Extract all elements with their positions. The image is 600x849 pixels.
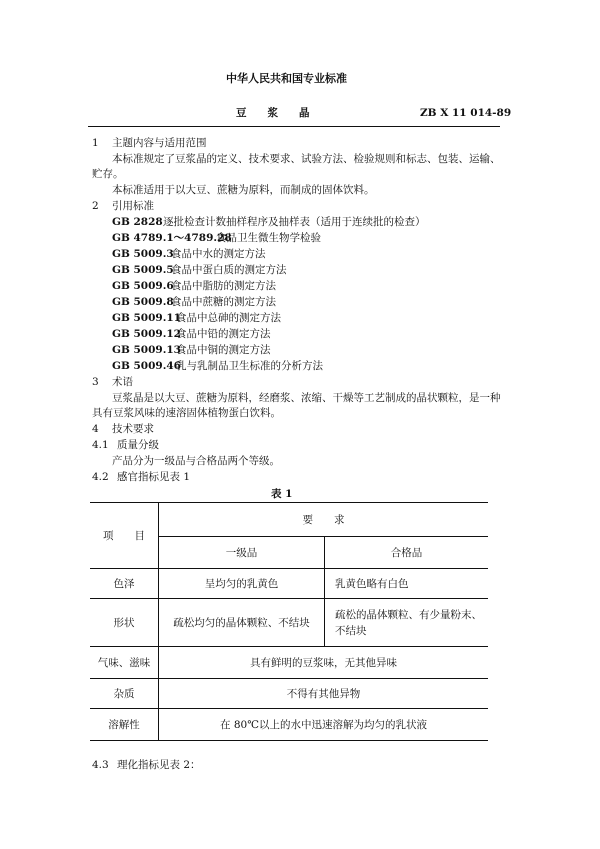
section-4-number: 4 xyxy=(92,423,99,435)
table-caption: 表 1 xyxy=(271,488,293,500)
table-row xyxy=(90,709,488,741)
row-item: 杂质 xyxy=(90,679,159,709)
row-grade-2: 乳黄色略有白色 xyxy=(325,569,489,599)
section-1-title: 主题内容与适用范围 xyxy=(112,137,207,149)
ref-code: GB 5009.13 xyxy=(112,344,181,356)
section-4-1-title: 质量分级 xyxy=(117,439,159,451)
section-4-3-number: 4.3 xyxy=(92,759,109,771)
ref-name: 食品中脂肪的测定方法 xyxy=(171,280,276,292)
requirement-header: 要 求 xyxy=(159,503,489,537)
section-4-1-number: 4.1 xyxy=(92,439,109,451)
section-4-2-number: 4.2 xyxy=(92,471,109,483)
table-row xyxy=(90,569,488,599)
ref-name: 食品中总砷的测定方法 xyxy=(176,312,281,324)
row-item: 气味、滋味 xyxy=(90,647,159,679)
table-row xyxy=(90,599,488,647)
ref-code: GB 5009.6 xyxy=(112,280,174,292)
section-4-title: 技术要求 xyxy=(112,423,154,435)
ref-name: 食品中铅的测定方法 xyxy=(176,328,271,340)
ref-name: 食品中蔗糖的测定方法 xyxy=(171,296,276,308)
section-4-3-title: 理化指标见表 2： xyxy=(117,759,201,771)
ref-name: 食品中水的测定方法 xyxy=(171,248,266,260)
ref-code: GB 2828 xyxy=(112,216,163,228)
standard-code: ZB X 11 014-89 xyxy=(420,107,512,119)
ref-code: GB 5009.12 xyxy=(112,328,181,340)
ref-code: GB 5009.8 xyxy=(112,296,174,308)
row-item: 色泽 xyxy=(90,569,159,599)
section-3-title: 术语 xyxy=(112,376,133,388)
ref-code: GB 4789.1～4789.28 xyxy=(112,232,232,244)
table-row xyxy=(90,647,488,679)
row-item: 溶解性 xyxy=(90,709,159,741)
section-3-para1a: 豆浆晶是以大豆、蔗糖为原料，经磨浆、浓缩、干燥等工艺制成的晶状颗粒，是一种 xyxy=(112,392,501,404)
ref-code: GB 5009.5 xyxy=(112,264,174,276)
item-header: 项 目 xyxy=(90,503,159,569)
header-rule xyxy=(88,126,500,127)
section-4-2-title: 感官指标见表 1 xyxy=(117,471,191,483)
ref-name: 乳与乳制品卫生标准的分析方法 xyxy=(176,360,323,372)
section-1-para2: 本标准适用于以大豆、蔗糖为原料，而制成的固体饮料。 xyxy=(112,184,375,196)
ref-code: GB 5009.46 xyxy=(112,360,181,372)
table-row xyxy=(90,679,488,709)
document-title: 豆 浆 晶 xyxy=(236,107,310,119)
section-1-number: 1 xyxy=(92,137,99,149)
section-3-para1b: 具有豆浆风味的速溶固体植物蛋白饮料。 xyxy=(92,407,281,419)
section-4-1-text: 产品分为一级品与合格品两个等级。 xyxy=(112,455,280,467)
section-2-title: 引用标准 xyxy=(112,200,154,212)
section-1-para1a: 本标准规定了豆浆晶的定义、技术要求、试验方法、检验规则和标志、包装、运输、 xyxy=(112,153,501,165)
section-1-para1b: 贮存。 xyxy=(92,168,124,180)
section-2-number: 2 xyxy=(92,200,99,212)
sensory-table xyxy=(90,502,488,741)
ref-name: 逐批检查计数抽样程序及抽样表（适用于连续批的检查） xyxy=(163,216,426,228)
ref-name: 食品中铜的测定方法 xyxy=(176,344,271,356)
standard-org: 中华人民共和国专业标准 xyxy=(226,72,347,85)
row-merged-requirement: 在 80℃以上的水中迅速溶解为均匀的乳状液 xyxy=(159,709,489,741)
ref-code: GB 5009.3 xyxy=(112,248,174,260)
row-merged-requirement: 不得有其他异物 xyxy=(159,679,489,709)
grade-2-header: 合格品 xyxy=(325,537,489,569)
row-grade-2: 疏松的晶体颗粒、有少量粉末、 不结块 xyxy=(325,599,489,647)
ref-name: 食品卫生微生物学检验 xyxy=(216,232,321,244)
grade-1-header: 一级品 xyxy=(159,537,325,569)
ref-code: GB 5009.11 xyxy=(112,312,181,324)
section-3-number: 3 xyxy=(92,376,99,388)
row-merged-requirement: 具有鲜明的豆浆味，无其他异味 xyxy=(159,647,489,679)
ref-name: 食品中蛋白质的测定方法 xyxy=(171,264,287,276)
row-item: 形状 xyxy=(90,599,159,647)
row-grade-1: 呈均匀的乳黄色 xyxy=(159,569,325,599)
row-grade-1: 疏松均匀的晶体颗粒、不结块 xyxy=(159,599,325,647)
